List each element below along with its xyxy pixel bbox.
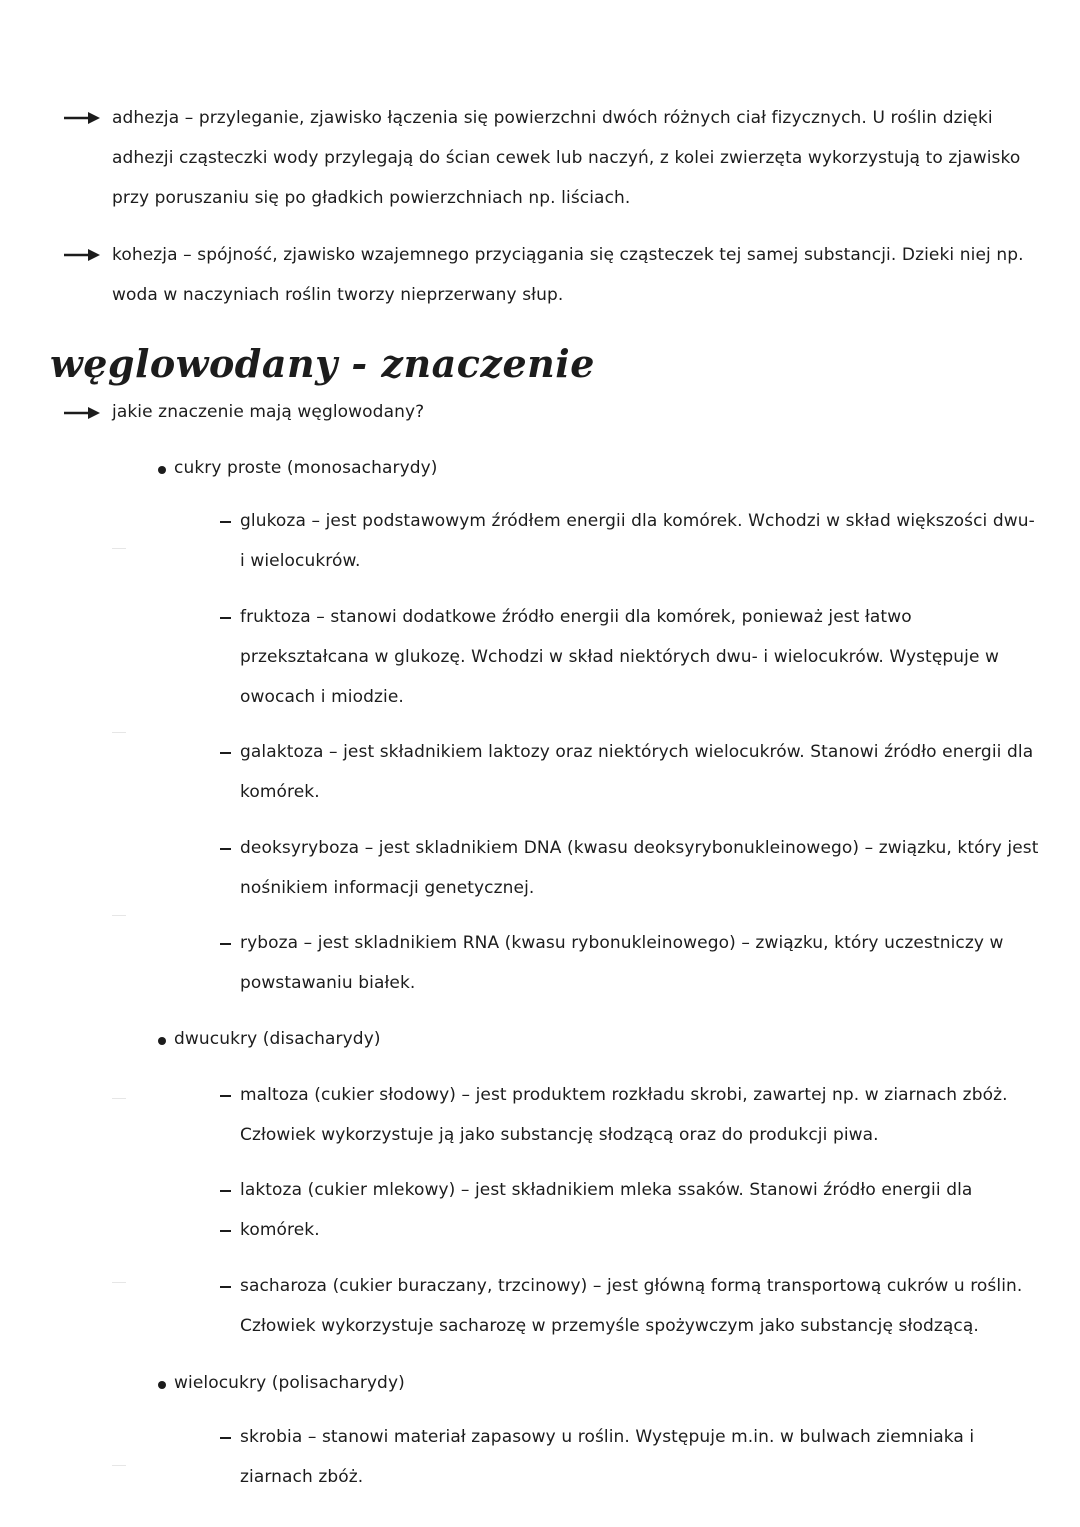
item-line: nośnikiem informacji genetycznej. <box>240 878 535 898</box>
dash-icon <box>220 617 231 619</box>
kohezja-line-2: woda w naczyniach roślin tworzy nieprzerwany słup. <box>112 285 564 305</box>
dash-icon <box>220 521 231 523</box>
arrow-icon <box>62 111 102 125</box>
item-line: sacharoza (cukier buraczany, trzcinowy) – jest główną formą transportową cukrów u roślin. <box>240 1276 1023 1296</box>
question-text: jakie znaczenie mają węglowodany? <box>112 402 425 422</box>
item-line: maltoza (cukier słodowy) – jest produktem rozkładu skrobi, zawartej np. w ziarnach zbóż. <box>240 1085 1008 1105</box>
group-label: wielocukry (polisacharydy) <box>174 1373 405 1393</box>
arrow-icon <box>62 248 102 262</box>
adhezja-line-3: przy poruszaniu się po gładkich powierzchniach np. liściach. <box>112 188 631 208</box>
dash-icon <box>220 943 231 945</box>
bullet-dot-icon <box>158 466 166 474</box>
dash-icon <box>220 1095 231 1097</box>
item-line: laktoza (cukier mlekowy) – jest składnikiem mleka ssaków. Stanowi źródło energii dla <box>240 1180 973 1200</box>
kohezja-line-1: kohezja – spójność, zjawisko wzajemnego przyciągania się cząsteczek tej samej substancji. Dzieki niej np. <box>112 245 1024 265</box>
item-line: ryboza – jest skladnikiem RNA (kwasu rybonukleinowego) – związku, który uczestniczy w <box>240 933 1004 953</box>
margin-tick <box>112 915 126 916</box>
item-line: fruktoza – stanowi dodatkowe źródło energii dla komórek, ponieważ jest łatwo <box>240 607 912 627</box>
margin-tick <box>112 1465 126 1466</box>
item-line: Człowiek wykorzystuje sacharozę w przemyśle spożywczym jako substancję słodzącą. <box>240 1316 979 1336</box>
group-label: dwucukry (disacharydy) <box>174 1029 381 1049</box>
item-line: owocach i miodzie. <box>240 687 404 707</box>
dash-icon <box>220 752 231 754</box>
item-line: komórek. <box>240 1220 320 1240</box>
dash-icon <box>220 1230 231 1232</box>
item-line: powstawaniu białek. <box>240 973 416 993</box>
bullet-dot-icon <box>158 1037 166 1045</box>
dash-icon <box>220 848 231 850</box>
dash-icon <box>220 1190 231 1192</box>
item-line: komórek. <box>240 782 320 802</box>
item-line: przekształcana w glukozę. Wchodzi w skład niektórych dwu- i wielocukrów. Występuje w <box>240 647 1000 667</box>
adhezja-line-1: adhezja – przyleganie, zjawisko łączenia się powierzchni dwóch różnych ciał fizycznych. U roślin dzięki <box>112 108 993 128</box>
margin-tick <box>112 1282 126 1283</box>
item-line: ziarnach zbóż. <box>240 1467 364 1487</box>
margin-tick <box>112 548 126 549</box>
arrow-icon <box>62 406 102 420</box>
bullet-dot-icon <box>158 1381 166 1389</box>
margin-tick <box>112 732 126 733</box>
item-line: galaktoza – jest składnikiem laktozy oraz niektórych wielocukrów. Stanowi źródło energii dla <box>240 742 1034 762</box>
group-label: cukry proste (monosacharydy) <box>174 458 438 478</box>
item-line: Człowiek wykorzystuje ją jako substancję słodzącą oraz do produkcji piwa. <box>240 1125 879 1145</box>
item-line: skrobia – stanowi materiał zapasowy u roślin. Występuje m.in. w bulwach ziemniaka i <box>240 1427 975 1447</box>
section-heading: węglowodany - znaczenie <box>50 341 595 386</box>
item-line: deoksyryboza – jest skladnikiem DNA (kwasu deoksyrybonukleinowego) – związku, który jest <box>240 838 1039 858</box>
dash-icon <box>220 1286 231 1288</box>
margin-tick <box>112 1098 126 1099</box>
item-line: i wielocukrów. <box>240 551 361 571</box>
dash-icon <box>220 1437 231 1439</box>
item-line: glukoza – jest podstawowym źródłem energii dla komórek. Wchodzi w skład większości dwu- <box>240 511 1035 531</box>
adhezja-line-2: adhezji cząsteczki wody przylegają do ścian cewek lub naczyń, z kolei zwierzęta wykorzystują to zjawisko <box>112 148 1021 168</box>
